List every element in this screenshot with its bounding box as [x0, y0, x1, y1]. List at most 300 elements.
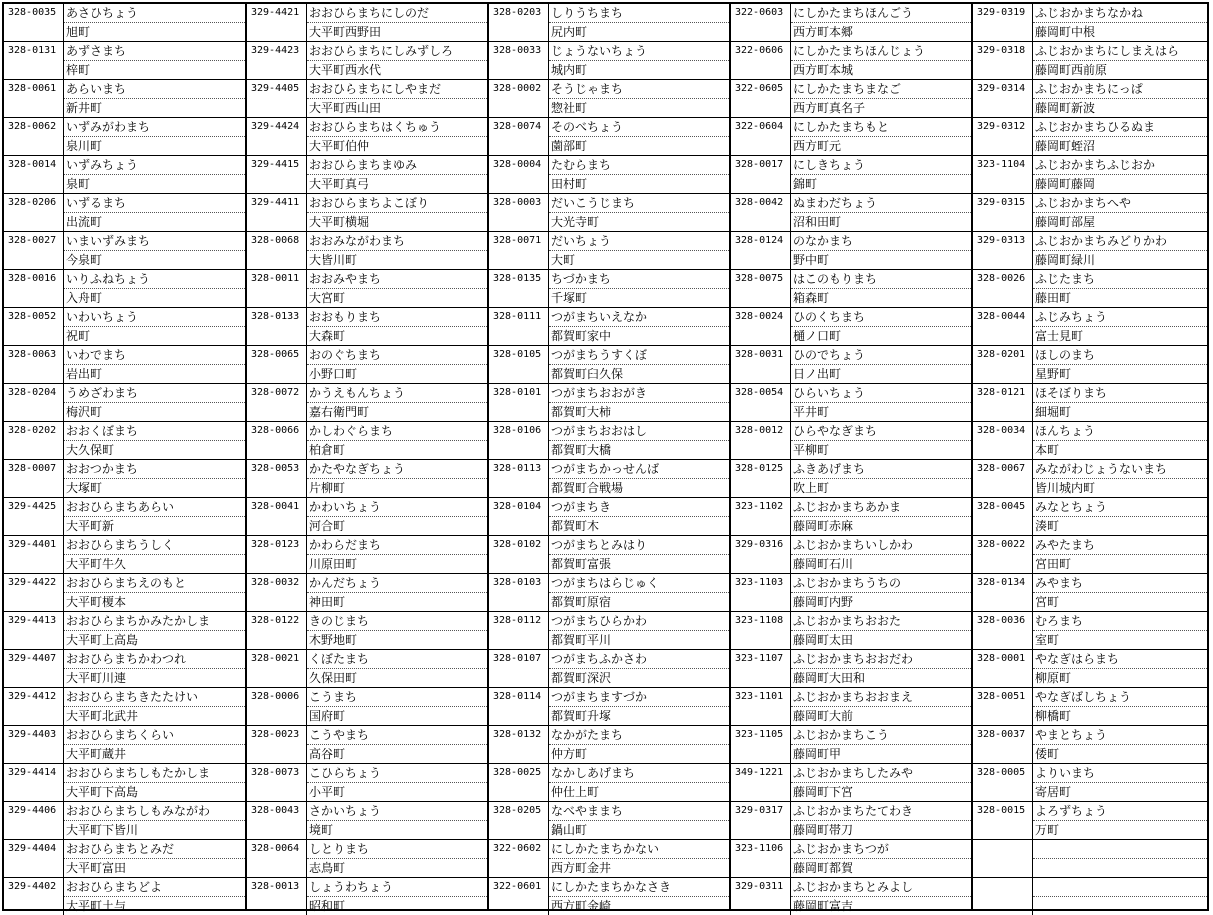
table-row [731, 878, 971, 915]
reading-cell: ふじおかまちおおた [791, 612, 971, 631]
table-row [489, 878, 729, 915]
table-row [731, 118, 971, 156]
reading-cell: にしかたまちほんじょう [791, 42, 971, 61]
reading-cell: そうじゃまち [549, 80, 729, 99]
postal-code-cell: 329-0312 [973, 118, 1033, 155]
table-row [973, 612, 1207, 650]
reading-cell: ふじおかまちしたみや [791, 764, 971, 783]
town-name-cell [1033, 859, 1207, 877]
postal-code-cell: 328-0075 [731, 270, 791, 307]
table-row [731, 840, 971, 878]
reading-cell: にしかたまちほんごう [791, 4, 971, 23]
reading-cell: おおひらまちにしみずしろ [307, 42, 487, 61]
table-row [247, 574, 487, 612]
table-row [247, 688, 487, 726]
reading-cell: こうやまち [307, 726, 487, 745]
reading-cell: みながわじょうないまち [1033, 460, 1207, 479]
reading-cell: おおもりまち [307, 308, 487, 327]
postal-code-cell: 328-0033 [489, 42, 549, 79]
reading-cell: いずるまち [64, 194, 245, 213]
reading-cell: かうえもんちょう [307, 384, 487, 403]
town-name-cell: 河合町 [309, 519, 346, 533]
reading-cell: おおひらまちよこぼり [307, 194, 487, 213]
table-row [973, 4, 1207, 42]
town-name-cell: 大町 [551, 253, 576, 267]
postal-code-cell: 328-0041 [247, 498, 307, 535]
reading-cell: かわらだまち [307, 536, 487, 555]
postal-code-cell: 329-0318 [973, 42, 1033, 79]
town-name-cell: 大平町北武井 [66, 709, 139, 723]
town-name-cell: 都賀町家中 [551, 329, 612, 343]
postal-code-cell: 329-4401 [4, 536, 64, 573]
postal-code-cell: 328-0114 [489, 688, 549, 725]
table-row [973, 878, 1207, 915]
table-row [731, 612, 971, 650]
town-name-cell: 西方町金井 [551, 861, 612, 875]
postal-code-cell: 328-0024 [731, 308, 791, 345]
town-name-cell: 大平町伯仲 [309, 139, 370, 153]
reading-cell: おおひらまちにしのだ [307, 4, 487, 23]
town-name-cell: 大平町横堀 [309, 215, 370, 229]
town-name-cell: 藤岡町下宮 [793, 785, 854, 799]
reading-cell [1033, 840, 1207, 859]
postal-code-cell: 329-4407 [4, 650, 64, 687]
town-name-cell: 藤岡町富吉 [793, 899, 854, 913]
reading-cell: ふじおかまちにしまえはら [1033, 42, 1207, 61]
town-name-cell: 吹上町 [793, 481, 830, 495]
table-row [247, 422, 487, 460]
postal-code-cell: 329-0315 [973, 194, 1033, 231]
reading-cell: のなかまち [791, 232, 971, 251]
table-row [731, 574, 971, 612]
reading-cell: やなぎばしちょう [1033, 688, 1207, 707]
table-row [4, 118, 245, 156]
table-row [4, 574, 245, 612]
postal-code-cell: 322-0605 [731, 80, 791, 117]
postal-code-cell: 328-0061 [4, 80, 64, 117]
town-name-cell: 志鳥町 [309, 861, 346, 875]
postal-code-cell: 328-0068 [247, 232, 307, 269]
postal-code-cell: 328-0051 [973, 688, 1033, 725]
table-row [489, 422, 729, 460]
town-name-cell: 田村町 [551, 177, 588, 191]
town-name-cell: 都賀町臼久保 [551, 367, 624, 381]
table-row [489, 156, 729, 194]
town-name-cell: 惣社町 [551, 101, 588, 115]
postal-code-cell: 328-0063 [4, 346, 64, 383]
table-row [731, 650, 971, 688]
town-name-cell: 藤岡町都賀 [793, 861, 854, 875]
reading-cell: しょうわちょう [307, 878, 487, 897]
table-row [731, 232, 971, 270]
town-name-cell: 室町 [1035, 633, 1060, 647]
table-row [731, 498, 971, 536]
postal-code-cell: 328-0025 [489, 764, 549, 801]
postal-code-cell: 328-0065 [247, 346, 307, 383]
town-name-cell: 藤岡町緑川 [1035, 253, 1096, 267]
reading-cell: ふじおかまちこう [791, 726, 971, 745]
table-row [973, 270, 1207, 308]
table-row [4, 840, 245, 878]
town-name-cell: 片柳町 [309, 481, 346, 495]
table-row [4, 346, 245, 384]
postal-code-cell: 323-1101 [731, 688, 791, 725]
reading-cell: ふじたまち [1033, 270, 1207, 289]
town-name-cell: 湊町 [1035, 519, 1060, 533]
town-name-cell: 箱森町 [793, 291, 830, 305]
town-name-cell: 新井町 [66, 101, 103, 115]
postal-code-cell: 328-0022 [973, 536, 1033, 573]
reading-cell: いわでまち [64, 346, 245, 365]
town-name-cell: 沼和田町 [793, 215, 842, 229]
town-name-cell: 旭町 [66, 25, 91, 39]
table-row [731, 194, 971, 232]
postal-code-cell: 328-0125 [731, 460, 791, 497]
town-name-cell: 藤岡町藤岡 [1035, 177, 1096, 191]
reading-cell: なかがたまち [549, 726, 729, 745]
postal-code-cell: 328-0072 [247, 384, 307, 421]
table-row [4, 802, 245, 840]
town-name-cell: 大平町新 [66, 519, 115, 533]
table-row [973, 384, 1207, 422]
reading-cell: おおみながわまち [307, 232, 487, 251]
reading-cell: おおひらまちとみだ [64, 840, 245, 859]
reading-cell: いずみちょう [64, 156, 245, 175]
postal-code-cell: 329-4414 [4, 764, 64, 801]
postal-code-cell: 328-0037 [973, 726, 1033, 763]
reading-cell: みやまち [1033, 574, 1207, 593]
town-name-cell: 藤岡町西前原 [1035, 63, 1108, 77]
town-name-cell: 木野地町 [309, 633, 358, 647]
table-row [247, 118, 487, 156]
table-row [4, 80, 245, 118]
table-row [4, 4, 245, 42]
table-row [973, 422, 1207, 460]
reading-cell: いまいずみまち [64, 232, 245, 251]
reading-cell: つがまちひらかわ [549, 612, 729, 631]
table-row [489, 498, 729, 536]
reading-cell: おおひらまちどよ [64, 878, 245, 897]
postal-code-cell: 329-4412 [4, 688, 64, 725]
table-row [247, 878, 487, 915]
postal-code-cell: 328-0042 [731, 194, 791, 231]
postal-code-cell: 328-0066 [247, 422, 307, 459]
postal-code-cell: 349-1221 [731, 764, 791, 801]
reading-cell: ひらいちょう [791, 384, 971, 403]
postal-code-cell: 323-1107 [731, 650, 791, 687]
reading-cell: つがまちいえなか [549, 308, 729, 327]
town-name-cell: 泉川町 [66, 139, 103, 153]
town-name-cell: 倭町 [1035, 747, 1060, 761]
table-row [489, 308, 729, 346]
table-row [489, 232, 729, 270]
town-name-cell: 入舟町 [66, 291, 103, 305]
postal-code-cell: 328-0016 [4, 270, 64, 307]
reading-cell: ふじおかまちうちの [791, 574, 971, 593]
reading-cell: つがまちうすくぼ [549, 346, 729, 365]
town-name-cell: 岩出町 [66, 367, 103, 381]
postal-code-cell: 328-0122 [247, 612, 307, 649]
town-name-cell: 大平町富田 [66, 861, 127, 875]
town-name-cell: 野中町 [793, 253, 830, 267]
table-row [731, 726, 971, 764]
table-column [971, 4, 1207, 909]
town-name-cell: 今泉町 [66, 253, 103, 267]
postal-code-cell: 328-0001 [973, 650, 1033, 687]
postal-code-cell: 328-0132 [489, 726, 549, 763]
table-row [973, 688, 1207, 726]
table-row [489, 384, 729, 422]
postal-code-cell: 329-0314 [973, 80, 1033, 117]
town-name-cell: 都賀町富張 [551, 557, 612, 571]
town-name-cell: 日ノ出町 [793, 367, 842, 381]
table-row [731, 42, 971, 80]
reading-cell: あさひちょう [64, 4, 245, 23]
table-row [4, 688, 245, 726]
town-name-cell: 都賀町木 [551, 519, 600, 533]
postal-code-cell: 329-0319 [973, 4, 1033, 41]
table-row [731, 764, 971, 802]
table-row [4, 232, 245, 270]
table-row [247, 536, 487, 574]
reading-cell: にしかたまちまなご [791, 80, 971, 99]
table-row [973, 42, 1207, 80]
table-row [731, 156, 971, 194]
postal-code-cell: 329-0317 [731, 802, 791, 839]
table-row [489, 574, 729, 612]
postal-code-cell: 329-4402 [4, 878, 64, 915]
postal-code-cell: 328-0052 [4, 308, 64, 345]
town-name-cell: 大平町西野田 [309, 25, 382, 39]
town-name-cell: 西方町金崎 [551, 899, 612, 913]
table-row [247, 650, 487, 688]
town-name-cell: 藤岡町蛭沼 [1035, 139, 1096, 153]
table-row [247, 80, 487, 118]
postal-code-cell: 328-0206 [4, 194, 64, 231]
postal-code-cell: 328-0021 [247, 650, 307, 687]
reading-cell: きのじまち [307, 612, 487, 631]
town-name-cell: 大宮町 [309, 291, 346, 305]
reading-cell: つがまちふかさわ [549, 650, 729, 669]
postal-code-cell: 328-0205 [489, 802, 549, 839]
town-name-cell: 神田町 [309, 595, 346, 609]
town-name-cell: 久保田町 [309, 671, 358, 685]
postal-code-cell: 323-1105 [731, 726, 791, 763]
postal-code-cell: 329-4403 [4, 726, 64, 763]
table-row [731, 688, 971, 726]
town-name-cell: 尻内町 [551, 25, 588, 39]
table-row [4, 650, 245, 688]
postal-code-cell: 328-0106 [489, 422, 549, 459]
reading-cell: ちづかまち [549, 270, 729, 289]
town-name-cell: 西方町元 [793, 139, 842, 153]
postal-code-cell: 328-0103 [489, 574, 549, 611]
postal-code-cell: 328-0026 [973, 270, 1033, 307]
reading-cell: ふじおかまちにっぱ [1033, 80, 1207, 99]
postal-code-cell: 329-4424 [247, 118, 307, 155]
table-row [4, 194, 245, 232]
postal-code-cell: 328-0032 [247, 574, 307, 611]
reading-cell: やなぎはらまち [1033, 650, 1207, 669]
town-name-cell: 西方町本城 [793, 63, 854, 77]
postal-code-cell: 329-0311 [731, 878, 791, 915]
postal-code-cell: 328-0062 [4, 118, 64, 155]
postal-code-cell: 328-0005 [973, 764, 1033, 801]
town-name-cell: 都賀町平川 [551, 633, 612, 647]
postal-code-cell: 328-0002 [489, 80, 549, 117]
postal-code-cell: 328-0023 [247, 726, 307, 763]
town-name-cell: 大平町牛久 [66, 557, 127, 571]
postal-code-cell: 328-0012 [731, 422, 791, 459]
reading-cell: おおひらまちきたたけい [64, 688, 245, 707]
reading-cell: ひのでちょう [791, 346, 971, 365]
postal-code-cell: 328-0123 [247, 536, 307, 573]
postal-code-cell: 323-1108 [731, 612, 791, 649]
postal-code-cell: 328-0135 [489, 270, 549, 307]
table-row [731, 80, 971, 118]
table-row [247, 612, 487, 650]
table-row [489, 460, 729, 498]
reading-cell: ふじおかまちへや [1033, 194, 1207, 213]
town-name-cell: 万町 [1035, 823, 1060, 837]
town-name-cell: 仲仕上町 [551, 785, 600, 799]
table-row [973, 574, 1207, 612]
town-name-cell: 都賀町合戦場 [551, 481, 624, 495]
table-column [245, 4, 487, 913]
reading-cell: なかしあげまち [549, 764, 729, 783]
table-row [489, 194, 729, 232]
postal-code-cell: 322-0604 [731, 118, 791, 155]
postal-code-table [2, 2, 1209, 911]
table-row [489, 726, 729, 764]
table-row [4, 726, 245, 764]
town-name-cell: 大塚町 [66, 481, 103, 495]
table-row [489, 840, 729, 878]
reading-cell: いりふねちょう [64, 270, 245, 289]
reading-cell: じょうないちょう [549, 42, 729, 61]
table-row [489, 42, 729, 80]
town-name-cell: 寄居町 [1035, 785, 1072, 799]
table-row [973, 232, 1207, 270]
town-name-cell: 藤岡町赤麻 [793, 519, 854, 533]
table-row [247, 346, 487, 384]
reading-cell: ふじおかまちつが [791, 840, 971, 859]
table-row [489, 4, 729, 42]
town-name-cell: 仲方町 [551, 747, 588, 761]
town-name-cell: 大平町上高島 [66, 633, 139, 647]
postal-code-cell: 329-4422 [4, 574, 64, 611]
reading-cell: しりうちまち [549, 4, 729, 23]
postal-code-cell: 328-0004 [489, 156, 549, 193]
postal-code-cell: 328-0105 [489, 346, 549, 383]
postal-code-cell: 323-1103 [731, 574, 791, 611]
town-name-cell: 泉町 [66, 177, 91, 191]
postal-code-cell: 328-0202 [4, 422, 64, 459]
reading-cell: ふじおかまちおおまえ [791, 688, 971, 707]
town-name-cell: 藤岡町甲 [793, 747, 842, 761]
town-name-cell: 宮町 [1035, 595, 1060, 609]
table-row [973, 498, 1207, 536]
reading-cell: ぬまわだちょう [791, 194, 971, 213]
table-row [247, 802, 487, 840]
reading-cell: おおひらまちあらい [64, 498, 245, 517]
reading-cell: つがまちき [549, 498, 729, 517]
postal-code-cell: 328-0107 [489, 650, 549, 687]
table-row [247, 840, 487, 878]
postal-code-cell: 328-0101 [489, 384, 549, 421]
postal-code-cell: 328-0044 [973, 308, 1033, 345]
postal-code-cell [973, 878, 1033, 915]
reading-cell: かしわぐらまち [307, 422, 487, 441]
reading-cell: にしかたまちかなさき [549, 878, 729, 897]
table-row [731, 4, 971, 42]
postal-code-cell: 328-0203 [489, 4, 549, 41]
postal-code-cell: 328-0201 [973, 346, 1033, 383]
postal-code-cell: 329-0313 [973, 232, 1033, 269]
table-row [489, 118, 729, 156]
postal-code-cell: 329-4405 [247, 80, 307, 117]
reading-cell: にしかたまちかない [549, 840, 729, 859]
postal-code-cell: 322-0606 [731, 42, 791, 79]
table-row [973, 802, 1207, 840]
town-name-cell: 星野町 [1035, 367, 1072, 381]
reading-cell: おおひらまちうしく [64, 536, 245, 555]
table-row [4, 42, 245, 80]
reading-cell: よろずちょう [1033, 802, 1207, 821]
postal-code-cell [973, 840, 1033, 877]
town-name-cell: 大皆川町 [309, 253, 358, 267]
reading-cell: ほそぼりまち [1033, 384, 1207, 403]
table-row [973, 650, 1207, 688]
postal-code-cell: 328-0131 [4, 42, 64, 79]
reading-cell: にしかたまちもと [791, 118, 971, 137]
reading-cell: かわいちょう [307, 498, 487, 517]
reading-cell: むろまち [1033, 612, 1207, 631]
town-name-cell: 大光寺町 [551, 215, 600, 229]
reading-cell: こひらちょう [307, 764, 487, 783]
reading-cell: ふじおかまちひるぬま [1033, 118, 1207, 137]
town-name-cell: 平井町 [793, 405, 830, 419]
town-name-cell: 都賀町大柿 [551, 405, 612, 419]
table-row [973, 764, 1207, 802]
postal-code-cell: 328-0036 [973, 612, 1033, 649]
table-row [731, 536, 971, 574]
postal-code-cell: 328-0035 [4, 4, 64, 41]
town-name-cell: 西方町本郷 [793, 25, 854, 39]
reading-cell: ふじおかまちおおだわ [791, 650, 971, 669]
town-name-cell: 大平町蔵井 [66, 747, 127, 761]
reading-cell: くぼたまち [307, 650, 487, 669]
reading-cell: かたやなぎちょう [307, 460, 487, 479]
table-row [731, 270, 971, 308]
reading-cell: おおくぼまち [64, 422, 245, 441]
reading-cell: ひのくちまち [791, 308, 971, 327]
postal-code-cell: 328-0121 [973, 384, 1033, 421]
table-row [489, 650, 729, 688]
table-row [247, 308, 487, 346]
table-row [247, 384, 487, 422]
postal-code-cell: 328-0112 [489, 612, 549, 649]
reading-cell: あずさまち [64, 42, 245, 61]
postal-code-cell: 328-0102 [489, 536, 549, 573]
postal-code-cell: 328-0071 [489, 232, 549, 269]
postal-code-cell: 328-0017 [731, 156, 791, 193]
town-name-cell: 大平町西山田 [309, 101, 382, 115]
reading-cell: いわいちょう [64, 308, 245, 327]
postal-code-cell: 328-0134 [973, 574, 1033, 611]
town-name-cell: 藤岡町帯刀 [793, 823, 854, 837]
reading-cell: だいこうじまち [549, 194, 729, 213]
